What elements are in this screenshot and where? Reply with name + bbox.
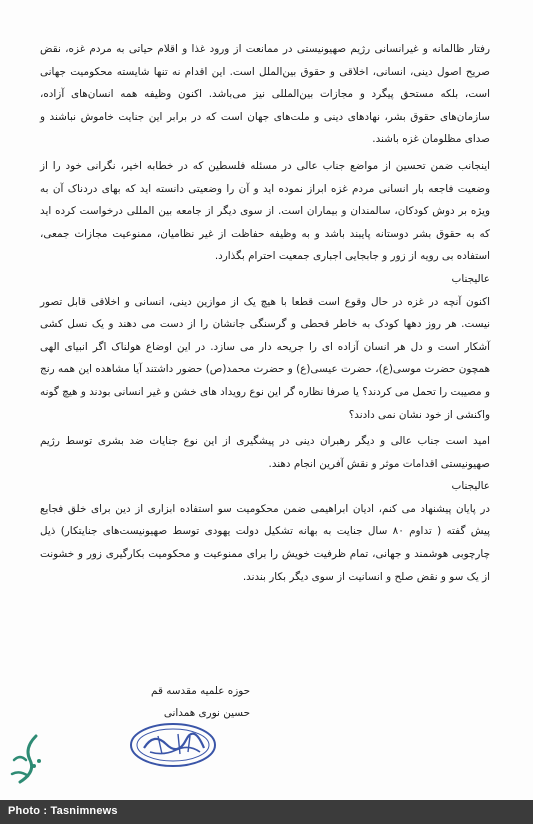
seal-stamp-icon — [128, 722, 218, 768]
paragraph-2: اینجانب ضمن تحسین از مواضع جناب عالی در مسئله فلسطین که در خطابه اخیر، نگرانی خود را از وضعیت فاجعه بار انسانی مردم غزه ابراز نموده اید و آن را وضعیتی دانسته اید که بهای دردناک آن به ویژه بر دوش کودکان، سالمندان و بیماران است. از سوی دیگر از جامعه بین المللی درخواست کرده اید که به حقوق بشر دوستانه پایبند باشد و به وظیفه حفاظت از غیر نظامیان، ممنوعیت مجازات جمعی، استفاده بی رویه از زور و جابجایی اجباری جمعیت احترام بگذارد. — [40, 159, 490, 263]
photo-credit-bar — [0, 800, 533, 824]
signature-name: حسین نوری همدانی — [163, 707, 250, 719]
paragraph-3: اکنون آنچه در غزه در حال وقوع است قطعا با هیچ یک از موازین دینی، انسانی و اخلاقی قابل تصور نیست. هر روز دهها کودک به خاطر قحطی و گرسنگی جانشان را از دست می دهند و یک نسل کشی آشکار است و دل هر انسان آزاده ای را جریحه دار می سازد. در این اوضاع هولناک اگر انبیای الهی همچون حضرت موسی(ع)، حضرت عیسی(ع) و حضرت محمد(ص) حضور داشتند آیا مشاهده این همه رنج و مصیبت را تحمل می کردند؟ یا صرفا نظاره گر این نوع رویداد های خشن و غیر انسانی بودند و هیچ گونه واکنشی از خود نشان نمی دادند؟ — [40, 295, 490, 421]
signature-institution: حوزه علمیه مقدسه قم — [151, 685, 250, 697]
photo-credit: Photo : Tasnimnews — [8, 805, 118, 817]
tasnim-logo-icon — [6, 730, 46, 790]
salutation-1: عالیجناب — [451, 272, 490, 285]
paragraph-1: رفتار ظالمانه و غیرانسانی رژیم صهیونیستی در ممانعت از ورود غذا و اقلام حیاتی به مردم غزه، نقض صریح اصول دینی، انسانی، اخلاقی و حقوق بین‌الملل است. این اقدام نه تنها شایسته محکومیت جهانی است، بلکه مستحق پیگرد و مجازات بین‌المللی نیز می‌باشد. اکنون وظیفه همه انسان‌های آزاده، سازمان‌های حقوق بشر، نهادهای دینی و ملت‌های جهان است که در برابر این جنایت خاموش نباشند و صدای مظلومان غزه باشند. — [40, 43, 490, 146]
signature-block — [150, 680, 250, 724]
letter-body — [40, 38, 490, 588]
salutation-2: عالیجناب — [451, 480, 490, 493]
paragraph-4: امید است جناب عالی و دیگر رهبران دینی در پیشگیری از این نوع جنایات ضد بشری توسط رژیم صهیونیستی اقدامات موثر و نقش آفرین انجام دهند. — [40, 435, 490, 470]
paragraph-5: در پایان پیشنهاد می کنم، ادیان ابراهیمی ضمن محکومیت سو استفاده ابزاری از دین برای خلق فجایع پیش گفته ( تداوم ۸۰ سال جنایت به بهانه تشکیل دولت یهودی توسط صهیونیست‌های جنایتکار) ذیل چارچوبی هوشمند و جهانی، تمام ظرفیت خویش را برای ممنوعیت و محکومیت بکارگیری زور و خشونت از یک سو و نقض صلح و انسانیت از سوی دیگر بکار بندند. — [40, 502, 490, 583]
